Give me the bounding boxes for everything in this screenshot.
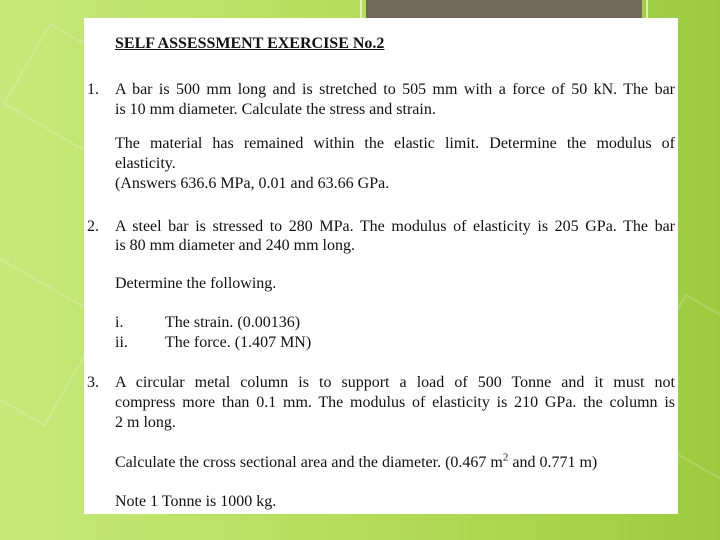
answer-text: (Answers 636.6 MPa, 0.01 and 63.66 GPa. (115, 175, 390, 192)
question-text: 2 m long. (115, 414, 176, 431)
question-text: is 10 mm diameter. Calculate the stress and strain. (115, 101, 436, 118)
sub-item-label: ii. (115, 334, 128, 351)
note-text: Note 1 Tonne is 1000 kg. (115, 493, 277, 510)
question-number: 3. (87, 374, 99, 391)
question-text: The material has remained within the elastic limit. Determine the modulus of (115, 135, 675, 152)
sub-item-label: i. (115, 314, 124, 331)
superscript: 2 (502, 451, 509, 464)
exercise-document (84, 18, 678, 514)
sub-item (115, 333, 675, 353)
question-number: 2. (87, 218, 99, 235)
title-bar-decoration (366, 0, 642, 18)
question-text: A steel bar is stressed to 280 MPa. The modulus of elasticity is 205 GPa. The bar (115, 218, 675, 235)
question-text: compress more than 0.1 mm. The modulus of elasticity is 210 GPa. the column is (115, 394, 675, 411)
calc-text-pre: Calculate the cross sectional area and the diameter. (0.467 m (115, 454, 503, 471)
decorative-line (646, 0, 648, 18)
question-text: is 80 mm diameter and 240 mm long. (115, 237, 355, 254)
decorative-line (360, 0, 362, 18)
sub-item (115, 313, 675, 333)
question-text: elasticity. (115, 155, 176, 172)
question-text: A bar is 500 mm long and is stretched to 505 mm with a force of 50 kN. The bar (115, 81, 675, 98)
document-title: SELF ASSESSMENT EXERCISE No.2 (115, 35, 385, 52)
question-number: 1. (87, 81, 99, 98)
calc-text-post: and 0.771 m) (508, 454, 598, 471)
question-text: A circular metal column is to support a load of 500 Tonne and it must not (115, 374, 675, 391)
calculation-text (115, 453, 675, 473)
sub-item-text: The force. (1.407 MN) (165, 334, 312, 351)
sub-item-text: The strain. (0.00136) (165, 314, 301, 331)
instruction-text: Determine the following. (115, 275, 277, 292)
